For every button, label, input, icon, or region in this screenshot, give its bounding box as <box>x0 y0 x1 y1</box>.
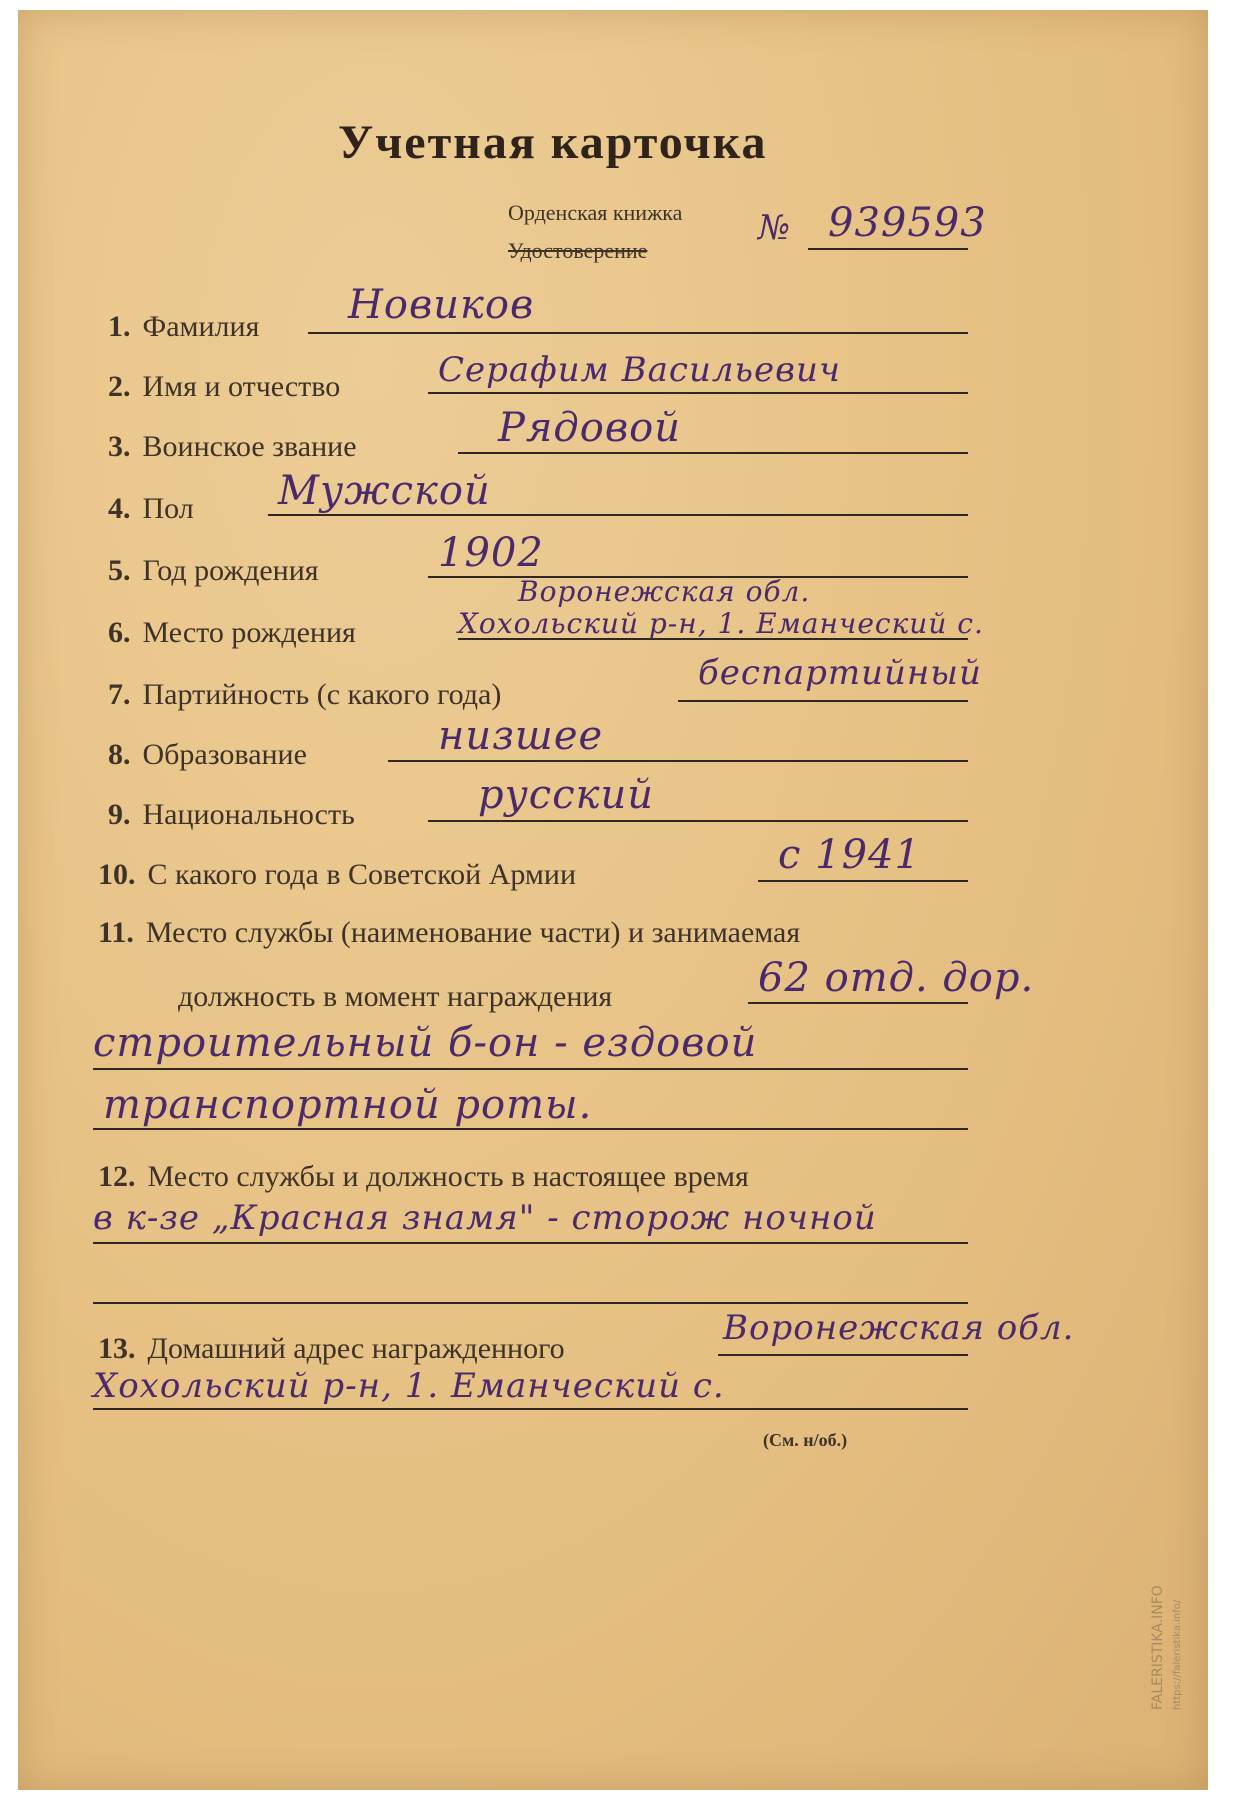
field-1-value: Новиков <box>348 282 535 328</box>
field-8-label: 8. Образование <box>108 738 307 771</box>
field-7-label: 7. Партийность (с какого года) <box>108 678 502 711</box>
field-10-label: 10. С какого года в Советской Армии <box>98 858 577 891</box>
award-record-card <box>18 10 1208 1790</box>
field-11-line2 <box>93 1068 968 1070</box>
field-6-value-line2: Хохольский р-н, 1. Еманческий с. <box>458 607 984 640</box>
field-3-label: 3. Воинское звание <box>108 430 357 463</box>
watermark-text: FALERISTIKA.INFO <box>1150 1585 1166 1710</box>
field-11-line3 <box>93 1128 968 1130</box>
field-4-line <box>268 514 968 516</box>
field-8-line <box>388 760 968 762</box>
field-5-value: 1902 <box>438 530 544 576</box>
field-11-value-line1: 62 отд. дор. <box>758 955 1035 1001</box>
field-4-value: Мужской <box>278 468 491 514</box>
field-11-value-line2: строительный б-он - ездовой <box>93 1020 758 1066</box>
field-7-value: беспартийный <box>698 653 982 693</box>
field-2-label: 2. Имя и отчество <box>108 370 341 403</box>
field-12-line2 <box>93 1302 968 1304</box>
field-10-value: с 1941 <box>778 832 921 878</box>
field-6-value-line1: Воронежская обл. <box>518 575 811 608</box>
field-13-line1 <box>718 1354 968 1356</box>
field-13-label: 13. Домашний адрес награжденного <box>98 1332 565 1365</box>
order-book-label: Орденская книжка <box>508 200 683 225</box>
field-13-line2 <box>93 1408 968 1410</box>
field-1-line <box>308 332 968 334</box>
card-title: Учетная карточка <box>338 116 768 169</box>
field-8-value: низшее <box>438 713 604 759</box>
field-11-value-line3: транспортной роты. <box>103 1082 593 1128</box>
field-11-line1 <box>748 1002 968 1004</box>
field-13-value-line2: Хохольский р-н, 1. Еманческий с. <box>93 1366 725 1406</box>
field-3-value: Рядовой <box>498 405 681 451</box>
field-9-line <box>428 820 968 822</box>
field-7-line <box>678 700 968 702</box>
field-6-label: 6. Место рождения <box>108 616 356 649</box>
field-12-label: 12. Место службы и должность в настоящее время <box>98 1160 749 1193</box>
number-underline <box>808 248 968 250</box>
field-12-line1 <box>93 1242 968 1244</box>
field-11-label-line1: 11. Место службы (наименование части) и занимаемая <box>98 916 801 949</box>
field-2-line <box>428 392 968 394</box>
certificate-label-struck: Удостоверение <box>508 238 648 263</box>
watermark-url: https://faleristika.info/ <box>1172 1599 1183 1710</box>
field-9-label: 9. Национальность <box>108 798 355 831</box>
field-5-label: 5. Год рождения <box>108 554 319 587</box>
field-4-label: 4. Пол <box>108 492 194 525</box>
footer-note: (См. н/об.) <box>763 1430 848 1450</box>
order-book-number: 939593 <box>828 200 987 246</box>
field-1-label: 1. Фамилия <box>108 310 260 343</box>
field-13-value-line1: Воронежская обл. <box>723 1308 1075 1348</box>
number-sign: № <box>758 208 792 248</box>
field-10-line <box>758 880 968 882</box>
field-9-value: русский <box>478 772 655 818</box>
field-3-line <box>458 452 968 454</box>
field-12-value: в к-зе „Красная знамя" - сторож ночной <box>93 1198 877 1238</box>
field-2-value: Серафим Васильевич <box>438 350 841 390</box>
field-11-label-line2: должность в момент награждения <box>178 980 613 1013</box>
